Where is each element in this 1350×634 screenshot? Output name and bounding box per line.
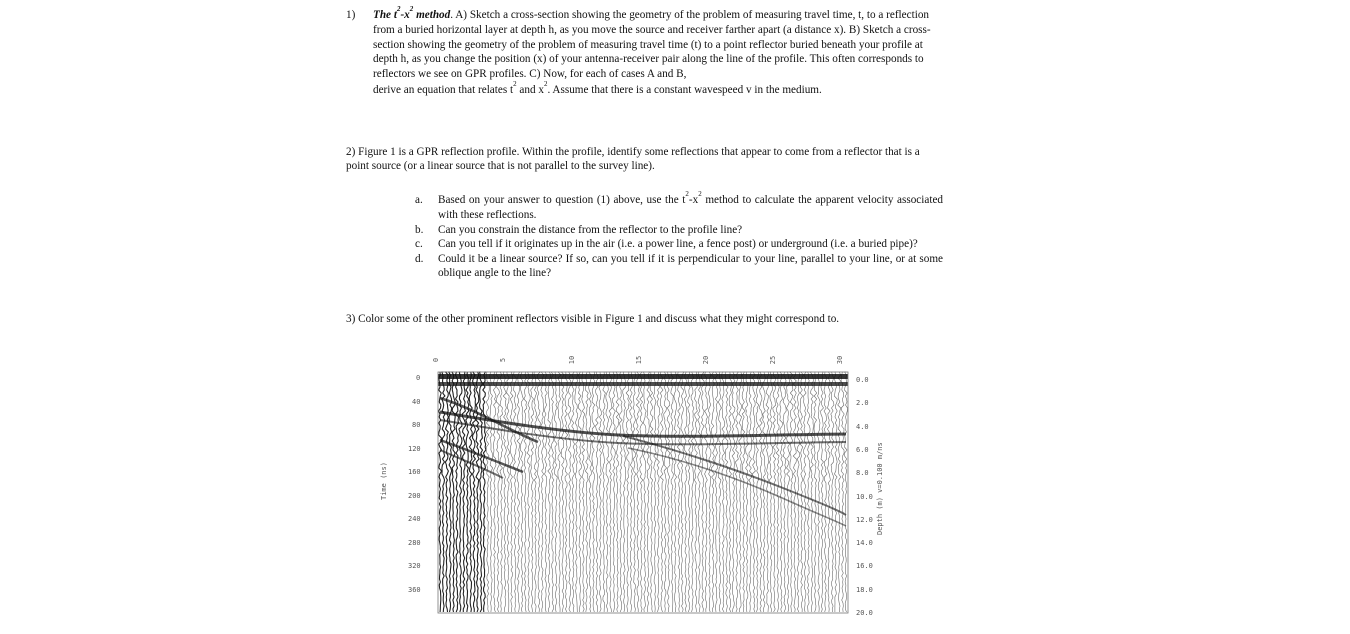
radar-trace bbox=[572, 372, 575, 612]
radar-trace bbox=[834, 372, 837, 612]
radar-trace bbox=[827, 372, 830, 612]
radar-trace bbox=[445, 372, 448, 612]
radar-trace bbox=[749, 372, 752, 612]
question-1-text: . A) Sketch a cross-section showing the geometry of the problem of measuring travel time, t, to a reflection from a buried horizontal layer at depth h, as you move the source and receiver farther apart (a distance x). B) Sketch a cross-section showing the geometry of the problem of measuring travel time (t) to a point reflector buried beneath your profile at depth h, as you change the position (x) of your antenna-receiver pair along the line of the profile. This often corresponds to reflectors we see on GPR profiles. C) Now, for each of cases A and B, bbox=[373, 9, 931, 80]
radar-trace bbox=[479, 372, 482, 612]
time-tick-label: 0 bbox=[416, 374, 421, 382]
radar-trace bbox=[752, 372, 755, 612]
sub-question-text: Could it be a linear source? If so, can you tell if it is perpendicular to your line, parallel to your line, or at some oblique angle to the line? bbox=[438, 252, 943, 280]
radar-trace bbox=[459, 372, 462, 612]
radar-trace bbox=[568, 372, 571, 612]
trace-tick-label: 10 bbox=[568, 355, 577, 365]
question-2: 2) Figure 1 is a GPR reflection profile. Within the profile, identify some reflections that appear to come from a reflector that is a point source (or a linear source that is not parallel to the survey line). bbox=[346, 146, 920, 173]
radar-trace bbox=[640, 372, 643, 612]
radar-trace bbox=[643, 372, 646, 612]
radar-trace bbox=[780, 372, 783, 612]
time-tick-label: 240 bbox=[408, 515, 421, 523]
radar-trace bbox=[807, 372, 810, 612]
depth-tick-label: 18.0 bbox=[856, 585, 873, 594]
radargram-traces bbox=[439, 372, 848, 612]
sub-question-b bbox=[415, 223, 943, 237]
superscript: 2 bbox=[685, 190, 689, 198]
radar-trace bbox=[537, 372, 540, 612]
sub-question-label: d. bbox=[415, 252, 424, 265]
sub-question-text: Based on your answer to question (1) above, use the t bbox=[438, 194, 686, 206]
time-tick-label: 40 bbox=[412, 397, 421, 406]
depth-tick-label: 12.0 bbox=[856, 515, 873, 524]
radar-trace bbox=[469, 372, 472, 612]
radar-trace bbox=[810, 372, 813, 612]
trace-tick-label: 25 bbox=[769, 355, 778, 365]
radar-trace bbox=[623, 372, 626, 612]
radar-trace bbox=[763, 372, 766, 612]
radar-trace bbox=[527, 372, 530, 612]
radar-trace bbox=[824, 372, 827, 612]
radar-trace bbox=[555, 372, 558, 612]
question-3: 3) Color some of the other prominent reflectors visible in Figure 1 and discuss what they might correspond to. bbox=[346, 313, 840, 325]
radar-trace bbox=[517, 372, 520, 612]
sub-question-c bbox=[415, 237, 943, 251]
depth-tick-label: 0.0 bbox=[856, 376, 869, 384]
radar-trace bbox=[578, 372, 581, 612]
trace-tick-label: 20 bbox=[702, 355, 711, 365]
radar-trace bbox=[831, 372, 834, 612]
sub-question-text: Can you tell if it originates up in the air (i.e. a power line, a fence post) or underground (i.e. a buried pipe)? bbox=[438, 238, 918, 251]
radar-trace bbox=[497, 372, 500, 612]
radar-trace bbox=[722, 372, 725, 612]
radar-trace bbox=[691, 372, 694, 612]
radar-trace bbox=[694, 372, 697, 612]
trace-tick-label: 15 bbox=[635, 355, 644, 365]
radar-trace bbox=[551, 372, 554, 612]
trace-tick-label: 30 bbox=[836, 355, 845, 365]
radar-trace bbox=[711, 372, 714, 612]
depth-tick-label: 10.0 bbox=[856, 492, 873, 501]
radar-trace bbox=[582, 372, 585, 612]
radar-trace bbox=[548, 372, 551, 612]
question-1-line2 bbox=[373, 80, 936, 98]
radar-trace bbox=[742, 372, 745, 612]
radar-trace bbox=[773, 372, 776, 612]
radar-trace bbox=[701, 372, 704, 612]
radar-trace bbox=[841, 372, 844, 612]
superscript: 2 bbox=[409, 5, 414, 13]
radar-trace bbox=[715, 372, 718, 612]
question-1-text-b1: derive an equation that relates t bbox=[373, 84, 514, 97]
radar-trace bbox=[718, 372, 721, 612]
question-1-text-b3: . Assume that there is a constant wavespeed v in the medium. bbox=[547, 84, 822, 97]
sub-question-text-mid: -x bbox=[688, 194, 699, 206]
radar-trace bbox=[585, 372, 588, 612]
title-x: -x bbox=[400, 9, 410, 21]
radar-trace bbox=[541, 372, 544, 612]
radar-trace bbox=[507, 372, 510, 612]
radar-trace bbox=[725, 372, 728, 612]
radar-trace bbox=[657, 372, 660, 612]
sub-question-label: c. bbox=[415, 238, 423, 251]
radar-trace bbox=[671, 372, 674, 612]
radar-trace bbox=[739, 372, 742, 612]
radar-trace bbox=[845, 372, 848, 612]
reflector-curve bbox=[628, 448, 846, 526]
radar-trace bbox=[746, 372, 749, 612]
time-tick-label: 120 bbox=[408, 444, 421, 453]
superscript: 2 bbox=[396, 5, 401, 13]
radar-trace bbox=[493, 372, 496, 612]
radar-trace bbox=[786, 372, 789, 612]
sub-question-text-post: method to calculate the apparent velocity associated with these reflections. bbox=[438, 194, 944, 222]
superscript: 2 bbox=[543, 80, 548, 89]
radar-trace bbox=[561, 372, 564, 612]
radar-trace bbox=[633, 372, 636, 612]
radar-trace bbox=[544, 372, 547, 612]
radar-trace bbox=[456, 372, 459, 612]
sub-question-text: Can you constrain the distance from the reflector to the profile line? bbox=[438, 223, 743, 236]
title-t: The t bbox=[373, 9, 397, 21]
radar-trace bbox=[653, 372, 656, 612]
depth-tick-label: 20.0 bbox=[856, 609, 873, 617]
radar-trace bbox=[449, 372, 452, 612]
radar-trace bbox=[783, 372, 786, 612]
question-1-body bbox=[373, 5, 936, 98]
radar-trace bbox=[735, 372, 738, 612]
sub-question-a bbox=[415, 190, 944, 223]
radar-trace bbox=[814, 372, 817, 612]
radar-trace bbox=[616, 372, 619, 612]
sub-question-label: b. bbox=[415, 223, 424, 236]
radar-trace bbox=[619, 372, 622, 612]
radar-trace bbox=[630, 372, 633, 612]
radar-trace bbox=[612, 372, 615, 612]
depth-tick-label: 14.0 bbox=[856, 539, 873, 548]
radar-trace bbox=[476, 372, 479, 612]
radar-trace bbox=[705, 372, 708, 612]
reflector-bands bbox=[438, 374, 848, 526]
radar-trace bbox=[452, 372, 455, 612]
radar-trace bbox=[804, 372, 807, 612]
depth-tick-label: 4.0 bbox=[856, 422, 869, 431]
radar-trace bbox=[660, 372, 663, 612]
radar-trace bbox=[592, 372, 595, 612]
radar-trace bbox=[524, 372, 527, 612]
sub-question-list bbox=[415, 190, 944, 280]
radar-trace bbox=[558, 372, 561, 612]
radar-trace bbox=[647, 372, 650, 612]
radar-trace bbox=[650, 372, 653, 612]
radar-trace bbox=[503, 372, 506, 612]
radar-trace bbox=[708, 372, 711, 612]
radar-trace bbox=[677, 372, 680, 612]
gpr-radargram bbox=[378, 350, 908, 629]
radar-trace bbox=[520, 372, 523, 612]
question-1-text-b2: and x bbox=[516, 84, 544, 97]
radar-trace bbox=[439, 372, 442, 612]
radar-trace bbox=[681, 372, 684, 612]
time-tick-label: 320 bbox=[408, 562, 421, 570]
radar-trace bbox=[667, 372, 670, 612]
radar-trace bbox=[565, 372, 568, 612]
radar-trace bbox=[776, 372, 779, 612]
time-tick-label: 200 bbox=[408, 491, 421, 500]
radar-trace bbox=[510, 372, 513, 612]
radar-trace bbox=[698, 372, 701, 612]
radar-trace bbox=[473, 372, 476, 612]
depth-tick-label: 2.0 bbox=[856, 399, 869, 408]
radar-trace bbox=[531, 372, 534, 612]
gpr-figure bbox=[378, 350, 908, 629]
time-tick-label: 280 bbox=[408, 538, 421, 547]
radar-trace bbox=[626, 372, 629, 612]
question-1 bbox=[346, 5, 936, 98]
trace-tick-label: 0 bbox=[432, 357, 441, 363]
depth-tick-label: 8.0 bbox=[856, 469, 869, 478]
radar-trace bbox=[756, 372, 759, 612]
radar-trace bbox=[636, 372, 639, 612]
superscript: 2 bbox=[513, 80, 517, 89]
radar-trace bbox=[575, 372, 578, 612]
question-number: 1) bbox=[346, 9, 356, 21]
radar-trace bbox=[490, 372, 493, 612]
radar-trace bbox=[838, 372, 841, 612]
direct-wave-band bbox=[438, 382, 848, 386]
title-method: method bbox=[413, 9, 451, 21]
radar-trace bbox=[674, 372, 677, 612]
radar-trace bbox=[442, 372, 445, 612]
radar-trace bbox=[732, 372, 735, 612]
radar-trace bbox=[534, 372, 537, 612]
time-tick-label: 360 bbox=[408, 585, 421, 594]
sub-question-label: a. bbox=[415, 194, 423, 206]
time-axis-title: Time (ns) bbox=[380, 462, 388, 500]
radar-trace bbox=[599, 372, 602, 612]
radar-trace bbox=[688, 372, 691, 612]
radar-trace bbox=[821, 372, 824, 612]
radar-trace bbox=[500, 372, 503, 612]
radar-trace bbox=[797, 372, 800, 612]
trace-tick-label: 5 bbox=[499, 357, 508, 363]
depth-axis-title: Depth (m) v=0.100 m/ns bbox=[876, 442, 884, 535]
sub-question-d bbox=[415, 252, 943, 281]
depth-tick-label: 6.0 bbox=[856, 445, 869, 454]
radar-trace bbox=[800, 372, 803, 612]
radar-trace bbox=[609, 372, 612, 612]
time-tick-label: 160 bbox=[408, 468, 421, 476]
radar-trace bbox=[817, 372, 820, 612]
radar-trace bbox=[606, 372, 609, 612]
radar-trace bbox=[486, 372, 489, 612]
radar-trace bbox=[589, 372, 592, 612]
radar-trace bbox=[759, 372, 762, 612]
depth-tick-label: 16.0 bbox=[856, 562, 873, 571]
radar-trace bbox=[483, 372, 486, 612]
radar-trace bbox=[684, 372, 687, 612]
radar-trace bbox=[514, 372, 517, 612]
radar-trace bbox=[729, 372, 732, 612]
radar-trace bbox=[602, 372, 605, 612]
direct-wave-band bbox=[438, 374, 848, 379]
radar-trace bbox=[664, 372, 667, 612]
radar-trace bbox=[596, 372, 599, 612]
time-tick-label: 80 bbox=[412, 421, 421, 429]
superscript: 2 bbox=[698, 190, 702, 198]
